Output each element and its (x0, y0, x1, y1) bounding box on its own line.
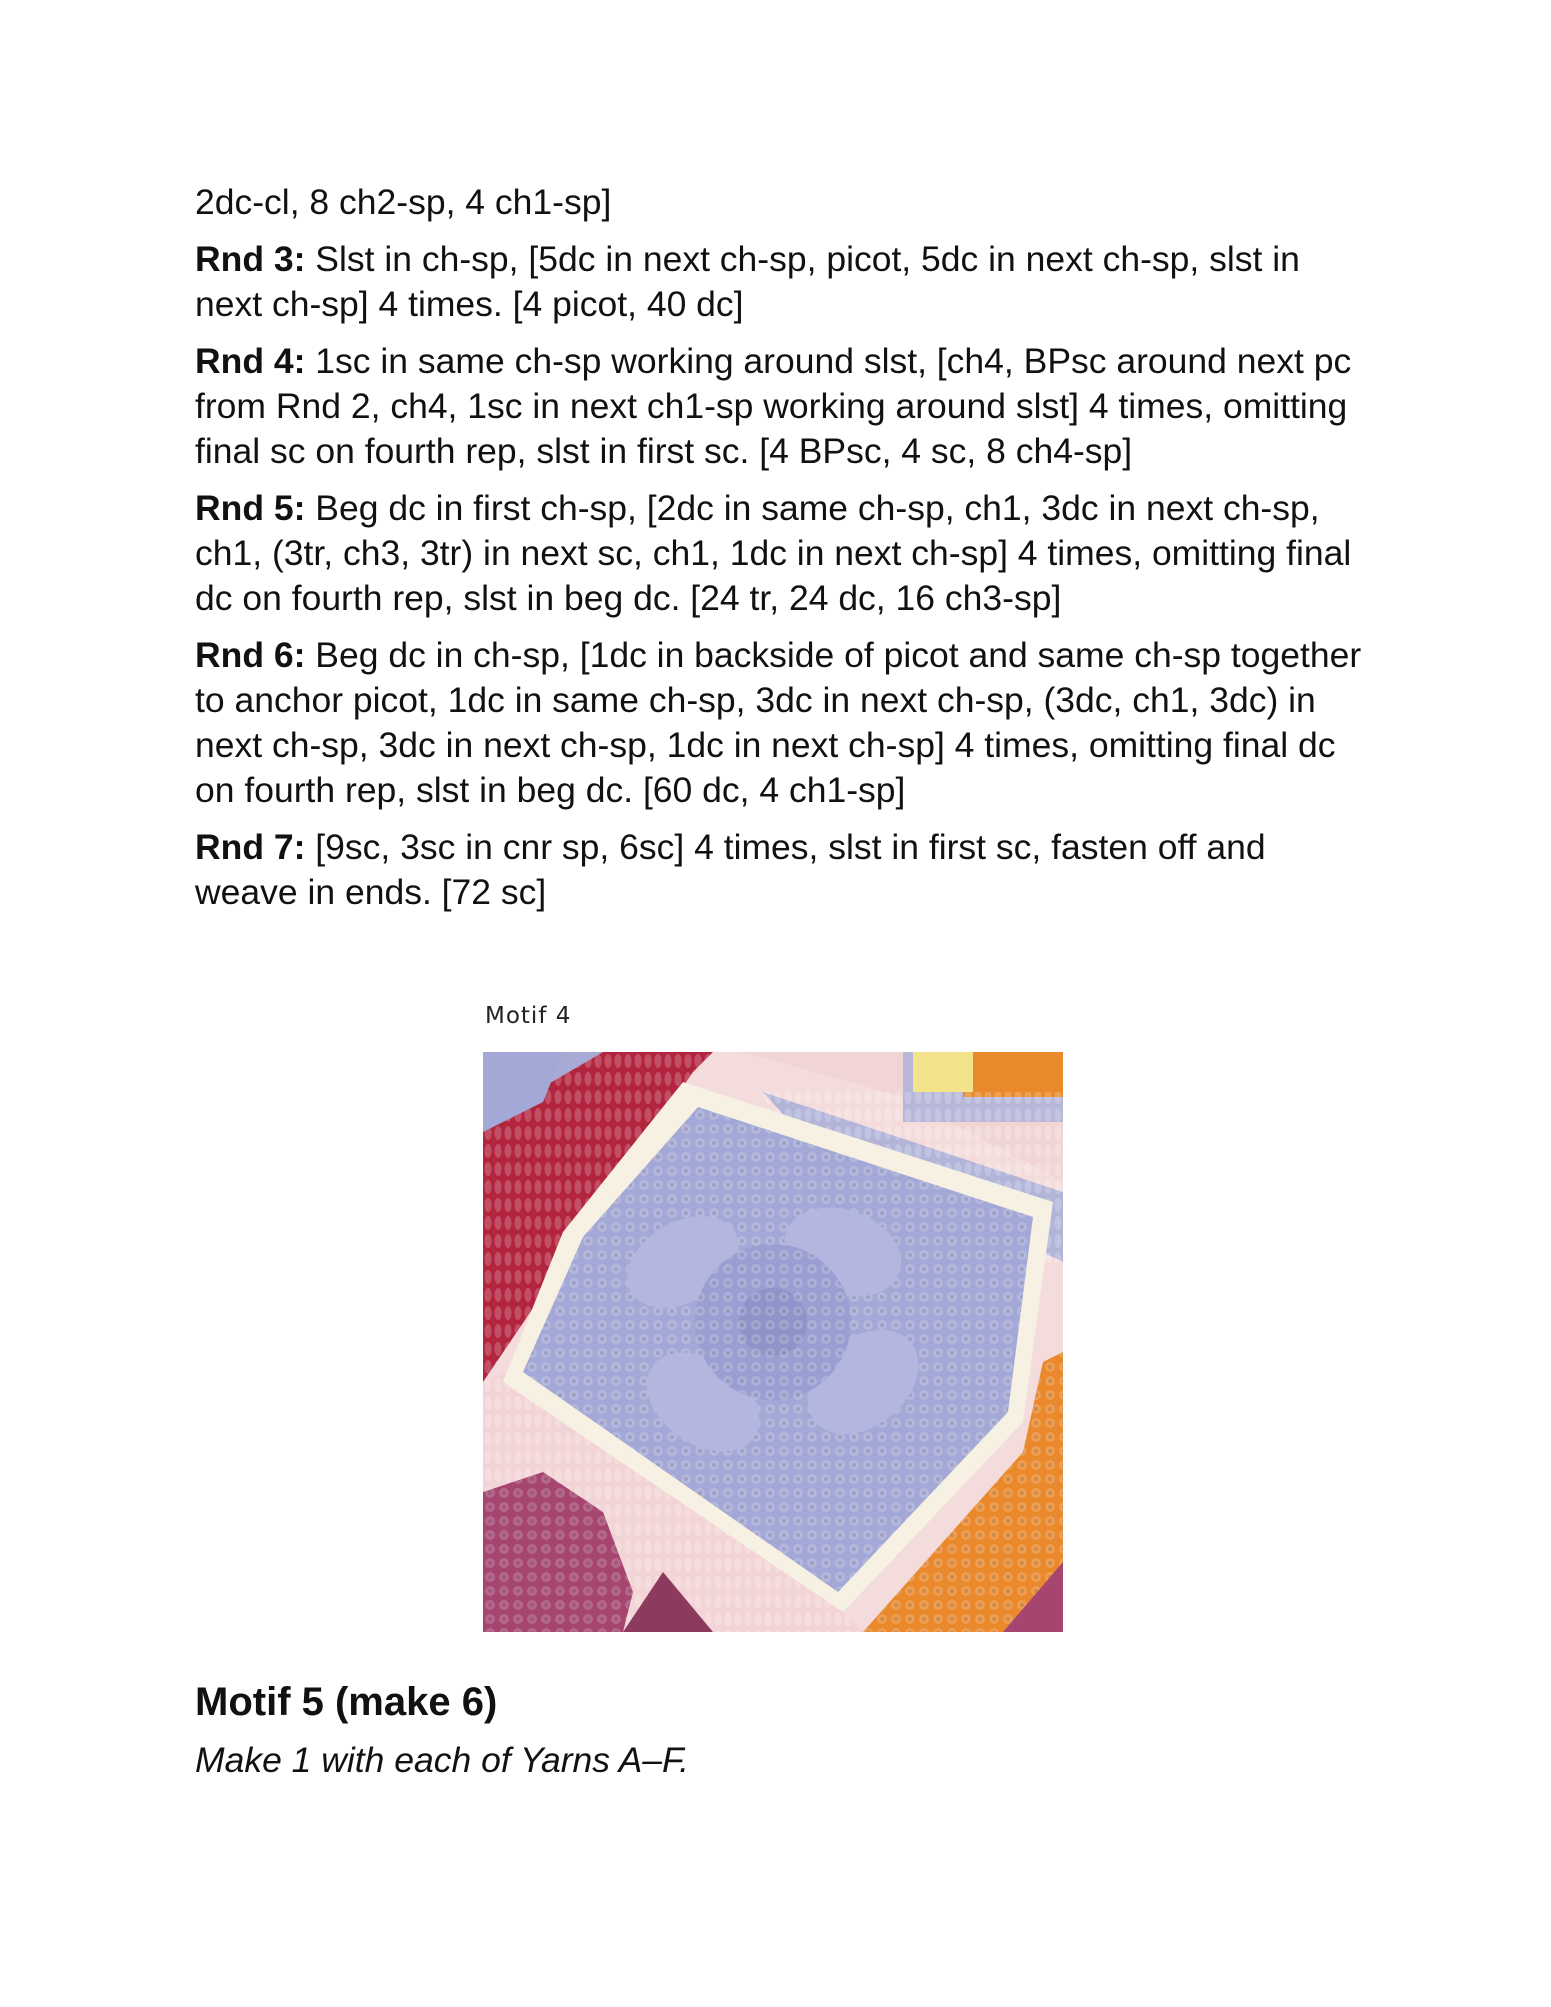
round-4 (195, 339, 1365, 474)
continuation-text: 2dc-cl, 8 ch2-sp, 4 ch1-sp] (195, 182, 612, 222)
section-note: Make 1 with each of Yarns A–F. (195, 1740, 689, 1780)
round-text: Beg dc in first ch-sp, [2dc in same ch-sp, ch1, 3dc in next ch-sp, ch1, (3tr, ch3, 3tr) in next sc, ch1, 1dc in next ch-sp] 4 times, omitting final dc on fourth rep, slst in beg dc. [24 tr, 24 dc, 16 ch3-sp] (195, 488, 1352, 618)
instructions-block (195, 180, 1365, 927)
round-text: [9sc, 3sc in cnr sp, 6sc] 4 times, slst in first sc, fasten off and weave in ends. [72 sc] (195, 827, 1266, 912)
figure-caption: Motif 4 (485, 1003, 572, 1029)
round-5 (195, 486, 1365, 621)
round-3 (195, 237, 1365, 327)
crochet-motif-illustration (483, 1052, 1063, 1632)
round-label: Rnd 3: (195, 239, 306, 279)
round-7 (195, 825, 1365, 915)
round-text: Beg dc in ch-sp, [1dc in backside of picot and same ch-sp together to anchor picot, 1dc in same ch-sp, 3dc in next ch-sp, (3dc, ch1, 3dc) in next ch-sp, 3dc in next ch-sp, 1dc in next ch-sp] 4 times, omitting final dc on fourth rep, slst in beg dc. [60 dc, 4 ch1-sp] (195, 635, 1362, 810)
round-label: Rnd 5: (195, 488, 306, 528)
round-text: 1sc in same ch-sp working around slst, [ch4, BPsc around next pc from Rnd 2, ch4, 1sc in next ch1-sp working around slst] 4 times, omitting final sc on fourth rep, slst in first sc. [4 BPsc, 4 sc, 8 ch4-sp] (195, 341, 1352, 471)
round-label: Rnd 6: (195, 635, 306, 675)
round-6 (195, 633, 1365, 813)
motif-4-photo (483, 1052, 1063, 1632)
section-heading: Motif 5 (make 6) (195, 1680, 498, 1724)
round-label: Rnd 4: (195, 341, 306, 381)
round-text: Slst in ch-sp, [5dc in next ch-sp, picot, 5dc in next ch-sp, slst in next ch-sp] 4 times. [4 picot, 40 dc] (195, 239, 1300, 324)
round-label: Rnd 7: (195, 827, 306, 867)
